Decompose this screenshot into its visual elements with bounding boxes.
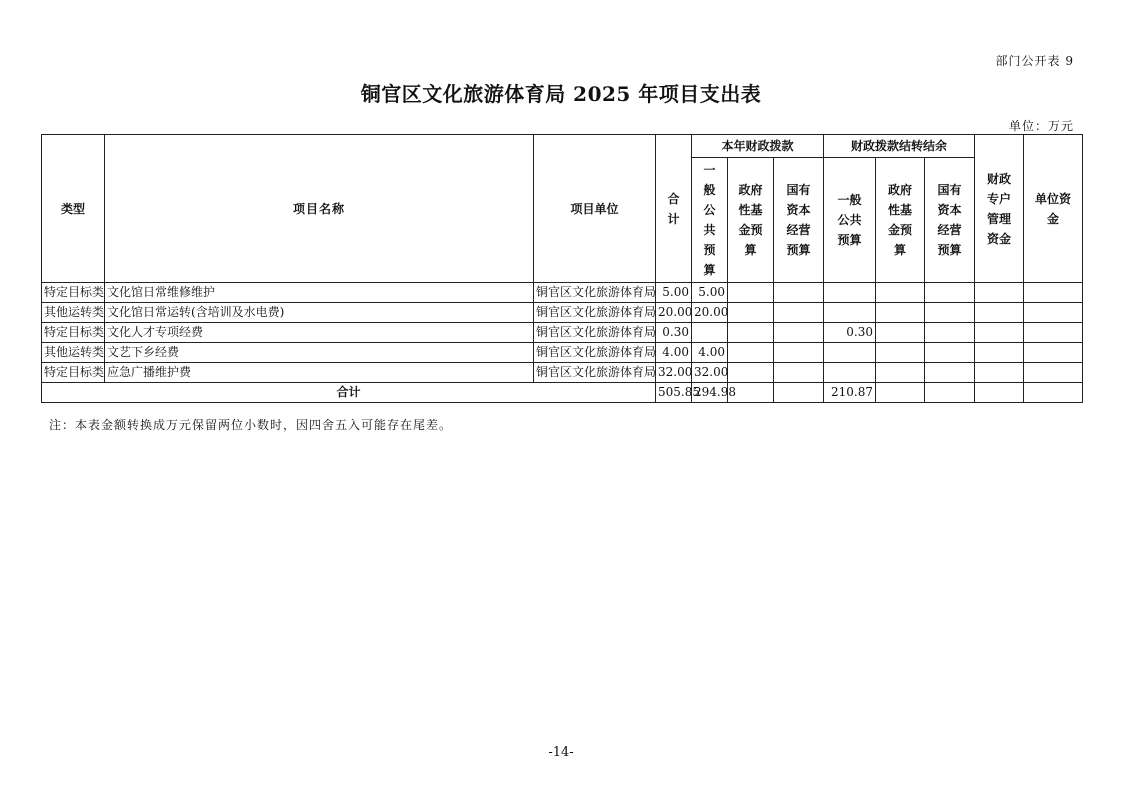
cell-unit-funds bbox=[1024, 323, 1083, 343]
cell-carryover-gov-fund-budget bbox=[876, 283, 925, 303]
total-cell-state-capital-budget bbox=[774, 383, 824, 403]
cell-total: 20.00 bbox=[656, 303, 692, 323]
table-row bbox=[42, 363, 1083, 383]
total-cell-carryover-general-budget: 210.87 bbox=[824, 383, 876, 403]
cell-carryover-general-budget bbox=[824, 283, 876, 303]
cell-general-budget: 20.00 bbox=[692, 303, 728, 323]
cell-state-capital-budget bbox=[774, 303, 824, 323]
cell-carryover-gov-fund-budget bbox=[876, 343, 925, 363]
cell-project-name: 文化馆日常维修维护 bbox=[105, 283, 534, 303]
page-number: -14- bbox=[548, 745, 574, 760]
table-row bbox=[42, 343, 1083, 363]
cell-carryover-gov-fund-budget bbox=[876, 323, 925, 343]
cell-state-capital-budget bbox=[774, 343, 824, 363]
cell-carryover-state-capital-budget bbox=[925, 363, 975, 383]
header-total: 合 计 bbox=[656, 135, 692, 283]
cell-state-capital-budget bbox=[774, 283, 824, 303]
cell-type: 特定目标类 bbox=[42, 323, 105, 343]
cell-project-name: 文化馆日常运转(含培训及水电费) bbox=[105, 303, 534, 323]
cell-project-name: 文艺下乡经费 bbox=[105, 343, 534, 363]
cell-carryover-state-capital-budget bbox=[925, 303, 975, 323]
header-group-current-year: 本年财政拨款 bbox=[692, 135, 824, 158]
unit-label: 单位：万元 bbox=[1008, 119, 1074, 133]
cell-fiscal-special bbox=[975, 303, 1024, 323]
header-gov-fund-budget: 政府 性基 金预 算 bbox=[728, 158, 774, 283]
total-cell-fiscal-special bbox=[975, 383, 1024, 403]
total-cell-total: 505.85 bbox=[656, 383, 692, 403]
form-code: 部门公开表 9 bbox=[995, 54, 1074, 68]
header-project-unit: 项目单位 bbox=[534, 135, 656, 283]
header-type: 类型 bbox=[42, 135, 105, 283]
cell-state-capital-budget bbox=[774, 363, 824, 383]
total-cell-carryover-state-capital-budget bbox=[925, 383, 975, 403]
cell-unit-funds bbox=[1024, 283, 1083, 303]
cell-type: 特定目标类 bbox=[42, 283, 105, 303]
cell-project-unit: 铜官区文化旅游体育局 bbox=[534, 363, 656, 383]
page-title: 铜官区文化旅游体育局 2025 年项目支出表 bbox=[360, 82, 762, 106]
cell-fiscal-special bbox=[975, 363, 1024, 383]
cell-carryover-general-budget bbox=[824, 303, 876, 323]
cell-total: 5.00 bbox=[656, 283, 692, 303]
cell-total: 32.00 bbox=[656, 363, 692, 383]
cell-general-budget: 5.00 bbox=[692, 283, 728, 303]
cell-gov-fund-budget bbox=[728, 283, 774, 303]
cell-type: 特定目标类 bbox=[42, 363, 105, 383]
cell-project-name: 应急广播维护费 bbox=[105, 363, 534, 383]
cell-carryover-gov-fund-budget bbox=[876, 303, 925, 323]
total-cell-unit-funds bbox=[1024, 383, 1083, 403]
header-carryover-general-budget: 一般 公共 预算 bbox=[824, 158, 876, 283]
cell-general-budget: 32.00 bbox=[692, 363, 728, 383]
cell-unit-funds bbox=[1024, 343, 1083, 363]
cell-unit-funds bbox=[1024, 303, 1083, 323]
cell-carryover-state-capital-budget bbox=[925, 283, 975, 303]
footnote: 注：本表金额转换成万元保留两位小数时，因四舍五入可能存在尾差。 bbox=[49, 418, 453, 432]
total-row bbox=[42, 383, 1083, 403]
cell-project-unit: 铜官区文化旅游体育局 bbox=[534, 343, 656, 363]
header-project-name: 项目名称 bbox=[105, 135, 534, 283]
cell-gov-fund-budget bbox=[728, 323, 774, 343]
header-unit-funds: 单位资 金 bbox=[1024, 135, 1083, 283]
cell-type: 其他运转类 bbox=[42, 343, 105, 363]
header-fiscal-special: 财政 专户 管理 资金 bbox=[975, 135, 1024, 283]
cell-type: 其他运转类 bbox=[42, 303, 105, 323]
cell-carryover-state-capital-budget bbox=[925, 343, 975, 363]
cell-gov-fund-budget bbox=[728, 303, 774, 323]
cell-total: 0.30 bbox=[656, 323, 692, 343]
project-expenditure-table bbox=[41, 134, 1083, 403]
cell-carryover-general-budget: 0.30 bbox=[824, 323, 876, 343]
total-cell-carryover-gov-fund-budget bbox=[876, 383, 925, 403]
header-carryover-gov-fund-budget: 政府 性基 金预 算 bbox=[876, 158, 925, 283]
header-state-capital-budget: 国有 资本 经营 预算 bbox=[774, 158, 824, 283]
table-row bbox=[42, 303, 1083, 323]
cell-state-capital-budget bbox=[774, 323, 824, 343]
cell-carryover-general-budget bbox=[824, 363, 876, 383]
cell-project-unit: 铜官区文化旅游体育局 bbox=[534, 303, 656, 323]
header-general-budget: 一 般 公 共 预 算 bbox=[692, 158, 728, 283]
total-label: 合计 bbox=[42, 383, 656, 403]
cell-project-unit: 铜官区文化旅游体育局 bbox=[534, 323, 656, 343]
header-group-carryover: 财政拨款结转结余 bbox=[824, 135, 975, 158]
cell-fiscal-special bbox=[975, 343, 1024, 363]
cell-gov-fund-budget bbox=[728, 343, 774, 363]
cell-fiscal-special bbox=[975, 283, 1024, 303]
cell-general-budget bbox=[692, 323, 728, 343]
cell-carryover-state-capital-budget bbox=[925, 323, 975, 343]
table-row bbox=[42, 323, 1083, 343]
cell-fiscal-special bbox=[975, 323, 1024, 343]
total-cell-general-budget: 294.98 bbox=[692, 383, 728, 403]
cell-general-budget: 4.00 bbox=[692, 343, 728, 363]
header-row-top bbox=[42, 135, 1083, 158]
cell-project-unit: 铜官区文化旅游体育局 bbox=[534, 283, 656, 303]
cell-project-name: 文化人才专项经费 bbox=[105, 323, 534, 343]
cell-total: 4.00 bbox=[656, 343, 692, 363]
cell-unit-funds bbox=[1024, 363, 1083, 383]
table-row bbox=[42, 283, 1083, 303]
cell-gov-fund-budget bbox=[728, 363, 774, 383]
header-carryover-state-capital-budget: 国有 资本 经营 预算 bbox=[925, 158, 975, 283]
cell-carryover-gov-fund-budget bbox=[876, 363, 925, 383]
cell-carryover-general-budget bbox=[824, 343, 876, 363]
